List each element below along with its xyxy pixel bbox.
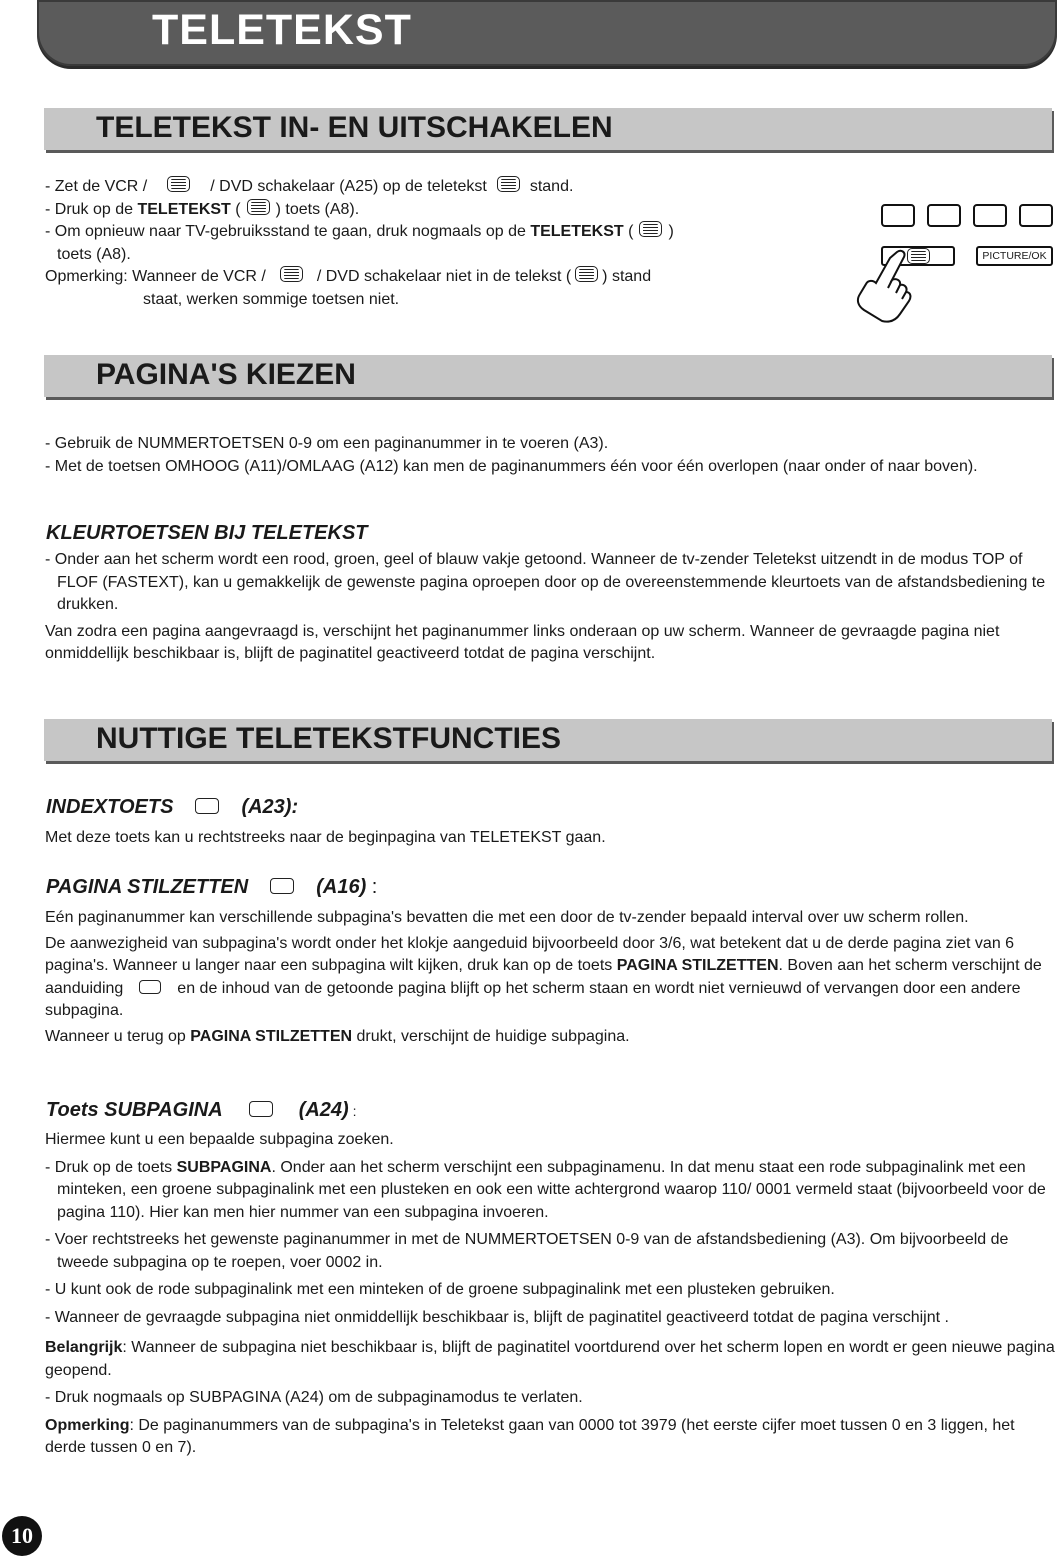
remote-button [973, 204, 1007, 227]
text-paragraph: - Druk nogmaals op SUBPAGINA (A24) om de subpaginamodus te verlaten. [45, 1389, 583, 1406]
remote-button [1019, 204, 1053, 227]
subpage-icon [249, 1101, 273, 1117]
subpagina-heading: Toets SUBPAGINA (A24) : [46, 1099, 357, 1121]
section-bar-paginas-kiezen [44, 355, 1052, 397]
section-bar-teletekst-aan-uit [44, 108, 1052, 150]
kleurtoetsen-heading: KLEURTOETSEN BIJ TELETEKST [46, 522, 368, 544]
section-2-text [45, 433, 1040, 478]
remote-button [927, 204, 961, 227]
index-icon [195, 798, 219, 814]
text-paragraph: Van zodra een pagina aangevraagd is, verschijnt het paginanummer links onderaan op uw scherm. Wanneer de gevraagde pagina niet onmiddellijk beschikbaar is, blijft de paginatitel geactiveerd totdat de pagina verschijnt. [45, 622, 1000, 662]
hold-icon [270, 878, 294, 894]
text-paragraph: - Druk op de toets SUBPAGINA. Onder aan het scherm verschijnt een subpaginamenu. In dat menu staat een rode subpaginalink met een minteken, een groene subpaginalink met een plusteken en ook een witte achtergrond waarop 110/ 0001 vermeld staat (bijvoorbeeld voor de pagina 110). Hier kan men hier nummer van een subpagina invoeren. [45, 1158, 1046, 1221]
text-paragraph: - Voer rechtstreeks het gewenste paginanummer in met de NUMMERTOETSEN 0-9 van de afstandsbediening (A3). Om bijvoorbeeld de tweede subpagina op te roepen, voer 0002 in. [45, 1231, 1009, 1271]
teletext-icon [639, 221, 662, 237]
hold-text [45, 907, 1057, 1048]
section-title: NUTTIGE TELETEKSTFUNCTIES [96, 722, 561, 755]
teletext-icon [247, 199, 270, 215]
kleurtoetsen-text [45, 549, 1057, 666]
text-paragraph: Wanneer u terug op PAGINA STILZETTEN drukt, verschijnt de huidige subpagina. [45, 1027, 630, 1045]
page-title: TELETEKST [152, 6, 412, 54]
text-line: Opmerking: Wanneer de VCR / / DVD schakelaar niet in de telekst ( ) stand [45, 268, 652, 285]
pointing-hand-icon [852, 246, 922, 326]
text-line: staat, werken sommige toetsen niet. [143, 290, 400, 308]
section-bar-nuttige-functies [44, 719, 1052, 761]
text-line: - Druk op de TELETEKST ( ) toets (A8). [45, 200, 360, 218]
subpage-text [45, 1129, 1059, 1460]
text-paragraph: - Onder aan het scherm wordt een rood, groen, geel of blauw vakje getoond. Wanneer de tv-zender Teletekst uitzendt in de modus TOP of FLOF (FASTEXT), kan u gemakkelijk de gewenste pagina oproepen door op de overeenstemmende kleurtoets van de afstandsbediening te drukken. [45, 551, 1046, 613]
text-line: toets (A8). [57, 245, 131, 263]
text-line: - Om opnieuw naar TV-gebruiksstand te gaan, druk nogmaals op de TELETEKST ( ) [45, 223, 674, 240]
pagina-stilzetten-heading: PAGINA STILZETTEN (A16) : [46, 876, 378, 898]
text-paragraph: - U kunt ook de rode subpaginalink met een minteken of de groene subpaginalink met een plusteken gebruiken. [45, 1281, 835, 1298]
section-title: TELETEKST IN- EN UITSCHAKELEN [96, 111, 613, 144]
teletext-icon [280, 266, 303, 282]
text-paragraph: Opmerking: De paginanummers van de subpagina's in Teletekst gaan van 0000 tot 3979 (het eerste cijfer moet tussen 0 en 3 liggen, het derde tussen 0 en 7). [45, 1416, 1015, 1456]
text-paragraph: De aanwezigheid van subpagina's wordt onder het klokje aangeduid bijvoorbeeld door 3/6, wat betekent dat u de derde pagina ziet van 6 pagina's. Wanneer u langer naar een subpagina wilt kijken, druk kan op de toets PAGINA STILZETTEN. Boven aan het scherm verschijnt de aanduiding en de inhoud van de getoonde pagina blijft op het scherm staan en wordt niet vernieuwd of vervangen door een andere subpagina. [45, 934, 1042, 1019]
index-text: Met deze toets kan u rechtstreeks naar de beginpagina van TELETEKST gaan. [45, 829, 606, 846]
teletext-icon [575, 266, 598, 282]
page-number-badge: 10 [2, 1516, 42, 1556]
hold-icon [139, 980, 161, 994]
header-banner [37, 0, 1057, 66]
text-paragraph: Belangrijk: Wanneer de subpagina niet beschikbaar is, blijft de paginatitel voortdurend over het scherm lopen en wordt er geen nieuwe pagina geopend. [45, 1339, 1055, 1379]
picture-ok-button: PICTURE/OK [976, 246, 1053, 266]
text-paragraph: - Wanneer de gevraagde subpagina niet onmiddellijk beschikbaar is, blijft de paginatitel geactiveerd totdat de pagina verschijnt . [45, 1308, 949, 1326]
remote-button [881, 204, 915, 227]
teletext-icon [497, 176, 520, 192]
text-paragraph: Eén paginanummer kan verschillende subpagina's bevatten die met een door de tv-zender bepaald interval over uw scherm rollen. [45, 909, 969, 926]
text-line: - Zet de VCR / / DVD schakelaar (A25) op de teletekst stand. [45, 178, 574, 195]
text-line: - Met de toetsen OMHOOG (A11)/OMLAAG (A12) kan men de paginanummers één voor één overlopen (naar onder of naar boven). [45, 457, 978, 475]
section-title: PAGINA'S KIEZEN [96, 358, 356, 391]
section-1-text [45, 176, 825, 311]
indextoets-heading: INDEXTOETS (A23): [46, 796, 299, 818]
text-paragraph: Hiermee kunt u een bepaalde subpagina zoeken. [45, 1131, 394, 1148]
teletext-icon [167, 176, 190, 192]
text-line: - Gebruik de NUMMERTOETSEN 0-9 om een paginanummer in te voeren (A3). [45, 435, 609, 452]
